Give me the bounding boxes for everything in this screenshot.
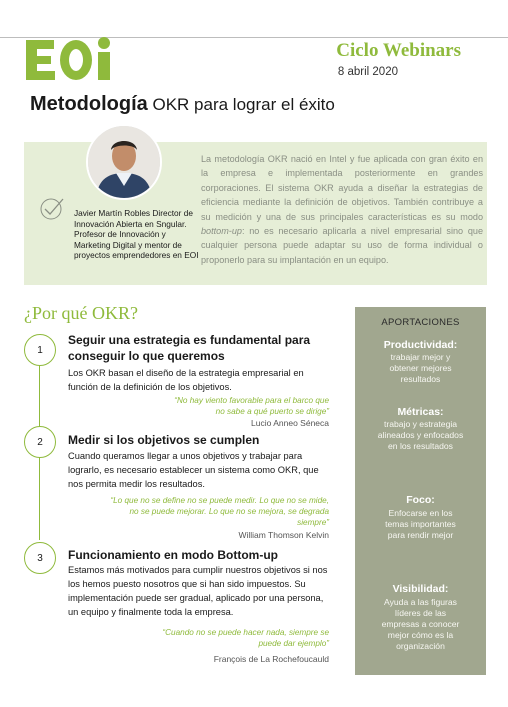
author-bio: Javier Martín Robles Director de Innovación Abierta en Sngular. Profesor de Innovación y Marketing Digital y mentor de proyectos emprendedores en EOI [74,208,199,261]
sidebar-item-title: Productividad: [383,339,458,351]
timeline-line [39,365,40,428]
quote-author: William Thomson Kelvin [238,530,329,540]
section-quote: “Cuando no se puede hacer nada, siempre se puede dar ejemplo” [162,628,329,648]
sidebar-item-desc: Enfocarse en los temas importantes para rendir mejor [385,508,456,540]
step-number: 1 [24,334,56,366]
contributions-sidebar [355,307,486,675]
section-heading: Seguir una estrategia es fundamental para conseguir lo que queremos [68,333,311,363]
eoi-logo [24,36,120,89]
sidebar-heading: APORTACIONES [381,317,460,328]
section-body: Los OKR basan el diseño de la estrategia empresarial en función de la definición de los objetivos. [68,368,304,392]
sidebar-item-desc: trabajo y estrategia alineados y enfocados en los resultados [377,419,464,451]
intro-text [201,152,483,267]
checkmark-icon [39,196,65,227]
publication-date: 8 abril 2020 [337,66,398,78]
sidebar-item-title: Visibilidad: [392,583,449,595]
timeline-line [39,455,40,540]
page-title [30,93,335,116]
title-rest: OKR para lograr el éxito [147,95,335,114]
series-title: Ciclo Webinars [336,40,461,61]
intro-text-a: La metodología OKR nació en Intel y fue aplicada con gran éxito en la empresa e implementada posteriormente en grandes corporaciones. El sistema OKR ayuda a diseñar la estrategias de eficiencia mediante la definición de objetivos. También contribuye a su medición y una de sus principales características es su modo [201,154,483,222]
section-title-why: ¿Por qué OKR? [24,303,138,323]
section-quote: “No hay viento favorable para el barco que no sabe a qué puerto se dirige” [174,396,329,416]
quote-author: Lucio Anneo Séneca [251,418,329,428]
author-photo [86,124,162,200]
section-body: Cuando queramos llegar a unos objetivos y trabajar para lograrlo, es necesario establecer un sistema como OKR, que nos permita medir los resultados. [68,451,319,489]
sidebar-item-title: Métricas: [397,406,444,418]
title-bold: Metodología [30,93,148,115]
section-heading: Medir si los objetivos se cumplen [68,433,260,447]
section-quote: “Lo que no se define no se puede medir. Lo que no se mide, no se puede mejorar. Lo que no se mejora, se degrada siempre” [110,496,329,527]
quote-author: François de La Rochefoucauld [213,654,329,664]
step-number: 3 [24,542,56,574]
sidebar-item-desc: trabajar mejor y obtener mejores resultados [389,352,452,384]
sidebar-item-title: Foco: [406,494,435,506]
intro-text-b: : no es necesario aplicarla a nivel empresarial sino que cualquier persona puede adaptar su uso de forma individual o proponerlo para su implantación en un equipo. [201,226,483,265]
step-number: 2 [24,426,56,458]
section-heading: Funcionamiento en modo Bottom-up [68,548,278,562]
intro-italic: bottom-up [201,226,242,237]
section-body: Estamos más motivados para cumplir nuestros objetivos si nos los hemos puesto nosotros que si han sido impuestos. Su implementación puede ser gradual, aplicado por una persona, un equipo y finalmente toda la empresa. [68,565,328,617]
sidebar-item-desc: Ayuda a las figuras líderes de las empresas a conocer mejor cómo es la organización [381,597,460,651]
